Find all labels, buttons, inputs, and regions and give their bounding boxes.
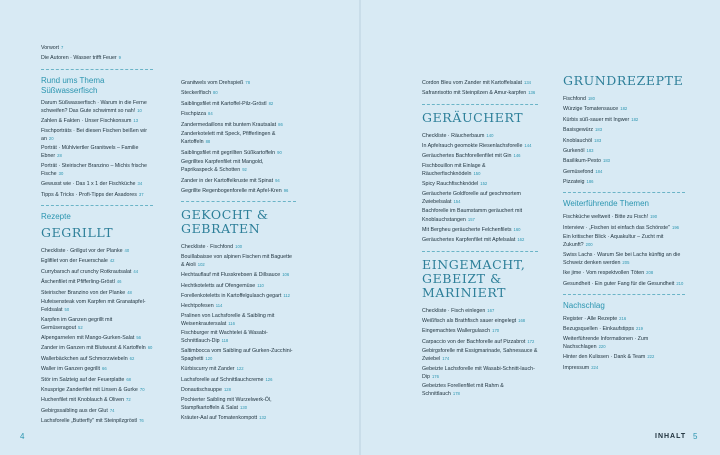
toc-entry-page: 126 [265, 376, 273, 382]
toc-entry [41, 355, 153, 363]
toc-entry-title: Äschenfilet mit Pfifferling-Gröstl [41, 279, 115, 286]
toc-entry-title: Hechtkoteletts auf Ofengemüse [181, 282, 256, 289]
toc-entry-page: 152 [480, 181, 488, 187]
section-title: EINGEMACHT, GEBEIZT & MARINIERT [422, 256, 526, 300]
section-title: GERÄUCHERT [422, 109, 524, 125]
toc-entry-page: 62 [129, 355, 135, 361]
toc-entry-page: 154 [453, 198, 461, 204]
toc-entry-page: 172 [527, 338, 535, 344]
toc-entry [181, 89, 296, 97]
toc-entry [41, 44, 153, 52]
toc-entry-title: Gebirgssaibling aus der Glut [41, 407, 108, 414]
toc-entry [181, 313, 296, 328]
toc-entry-title: In Apfelrauch geomokte Riesenlachsforelle [422, 142, 523, 149]
section-list [41, 247, 153, 425]
toc-entry [422, 191, 538, 206]
toc-entry-title: Fischpizza [181, 111, 207, 118]
toc-column-4 [563, 74, 685, 374]
toc-entry [563, 336, 685, 351]
toc-entry [181, 131, 296, 146]
toc-entry-page: 160 [513, 226, 521, 232]
toc-entry-title: Register · Alle Rezepte [563, 315, 618, 322]
toc-entry-page: 112 [283, 292, 290, 298]
toc-entry-title: Zanderkotelett mit Speck, Pfifferlingen & Kartoffeln [181, 130, 276, 146]
toc-entry-page: 13 [133, 118, 139, 124]
toc-entry [181, 149, 296, 157]
toc-entry [41, 54, 153, 62]
toc-entry-page: 180 [587, 96, 595, 101]
toc-entry-title: Weiterführende Informationen · Zum Nachschlagen [563, 335, 649, 350]
toc-column-1 [41, 44, 153, 428]
toc-entry [181, 348, 296, 363]
toc-entry-page: 37 [138, 191, 144, 197]
toc-entry-title: Fischfond [563, 96, 586, 102]
section-divider [563, 192, 685, 193]
toc-entry-page: 110 [257, 282, 264, 288]
toc-entry-title: Hechtauflauf mit Flusskrebsen & Dillsauce [181, 272, 281, 279]
toc-entry [41, 365, 153, 373]
toc-entry [181, 159, 296, 174]
toc-entry-title: Gebeiztes Forellenfilet mit Rahm & Schnittlauch [422, 383, 504, 398]
toc-entry [181, 330, 296, 345]
section-divider [41, 69, 153, 70]
toc-entry-page: 220 [598, 343, 606, 349]
toc-entry [422, 132, 538, 140]
toc-entry [41, 396, 153, 404]
toc-entry-page: 120 [205, 356, 213, 362]
toc-entry [181, 100, 296, 108]
toc-entry [41, 191, 153, 199]
toc-entry [563, 353, 685, 361]
toc-entry-title: Hufeisensteak vom Karpfen mit Granatapfel-Feldsalat [41, 298, 146, 314]
toc-entry [41, 268, 153, 276]
toc-entry-page: 78 [245, 80, 251, 85]
toc-entry-title: Gebeizte Lachsforelle mit Wasabi-Schnitt-lauch-Dip [422, 365, 535, 380]
toc-entry-page: 178 [452, 391, 460, 397]
toc-entry-title: Alpengarnelen mit Mango-Gurken-Salat [41, 335, 135, 342]
toc-entry-title: Zandermedaillons mit buntem Krautsalat [181, 121, 277, 128]
toc-entry [563, 280, 685, 288]
toc-entry [181, 365, 296, 373]
toc-entry-title: Fischbouillon mit Einlage & Räucherfischknödeln [422, 162, 486, 177]
toc-entry-title: Gurkenöl [563, 147, 585, 154]
toc-entry-title: Forellenkoteletts in Kartoffelgulasch gegart [181, 292, 282, 299]
section-list [563, 315, 685, 372]
toc-entry-page: 144 [524, 142, 532, 148]
toc-entry-page: 219 [635, 326, 643, 332]
toc-entry-page: 168 [518, 317, 526, 323]
toc-entry-title: Bouillabaisse von alpinen Fischen mit Baguette & Aioli [181, 253, 293, 268]
toc-entry-title: Kürbiscurry mit Zander [181, 366, 235, 373]
toc-entry-page: 10 [137, 107, 142, 113]
toc-entry [422, 383, 538, 398]
toc-entry-title: Bachforelle im Baumstamm geräuchert mit Knoblauchstangen [422, 208, 523, 223]
toc-entry-page: 176 [431, 373, 439, 379]
toc-entry [422, 89, 538, 97]
toc-entry-page: 9 [118, 55, 121, 61]
toc-entry [181, 302, 296, 310]
toc-entry-title: Geräuchertes Karpfenfilet mit Apfelsalat [422, 237, 516, 244]
section-list [563, 95, 685, 186]
toc-column-2 [181, 79, 296, 425]
toc-entry-page: 205 [622, 259, 630, 265]
toc-entry-page: 74 [109, 407, 115, 413]
toc-entry-page: 183 [602, 158, 610, 164]
toc-entry-page: 140 [486, 132, 494, 138]
toc-entry-title: Checkliste · Räucherbaum [422, 132, 485, 139]
page-gutter [359, 0, 361, 455]
toc-entry-title: Vorwort [41, 45, 59, 51]
toc-entry-page: 116 [228, 320, 235, 326]
toc-entry-page: 80 [213, 90, 218, 96]
toc-entry-page: 86 [278, 121, 283, 127]
toc-entry-page: 182 [631, 116, 639, 122]
toc-entry [422, 366, 538, 381]
toc-entry [181, 187, 296, 195]
toc-entry [181, 414, 296, 422]
toc-entry [422, 307, 538, 315]
toc-entry [41, 128, 153, 143]
toc-entry-title: Safranrisotto mit Steinpilzen & Amur-karpfen [422, 90, 527, 97]
toc-entry-page: 216 [619, 315, 627, 321]
toc-entry-page: 66 [101, 366, 107, 372]
toc-entry-title: Lachsforelle auf Schnittlauchcreme [181, 376, 264, 383]
section-divider [563, 294, 685, 295]
toc-entry-page: 183 [595, 127, 603, 133]
toc-entry-title: Gebirgsforelle mit Essigmarinade, Sahnesauce & Zwiebel [422, 348, 538, 363]
toc-entry [41, 180, 153, 188]
toc-entry-page: 76 [139, 418, 144, 424]
toc-entry-page: 183 [586, 147, 594, 153]
toc-entry-page: 46 [116, 279, 122, 285]
toc-entry [563, 234, 685, 249]
toc-entry [422, 163, 538, 178]
toc-entry-page: 72 [126, 397, 131, 403]
toc-entry-title: Cordon Bleu vom Zander mit Kartoffelsalat [422, 80, 523, 86]
toc-entry-title: Die Autoren · Wasser trifft Feuer [41, 55, 117, 62]
toc-entry-page: 44 [133, 268, 139, 274]
toc-entry-title: Huchenfilet mit Knoblauch & Oliven [41, 397, 125, 404]
toc-entry-title: Darum Süßwasserfisch · Warum in die Ferne schweifen? Das Gute schwimmt so nah! [41, 99, 147, 114]
toc-entry-page: 146 [513, 153, 521, 159]
toc-entry-title: Eglifilet von der Feuerschale [41, 258, 108, 265]
toc-entry-title: Fischburger mit Wachtelei & Wasabi-Schnittlauch-Dip [181, 330, 268, 345]
toc-entry-page: 88 [205, 139, 211, 145]
toc-entry-title: Swiss Lachs · Warum Sie bei Lachs künftig an die Schweiz denken werden [563, 251, 681, 266]
page-number-right: 5 [693, 432, 698, 441]
toc-entry [41, 247, 153, 255]
toc-entry-title: Saiblingsfilet mit Kartoffel-Pilz-Gröstl [181, 100, 267, 107]
toc-entry [41, 117, 153, 125]
toc-entry-page: 28 [57, 153, 62, 159]
toc-entry-title: Eingemachtes Wallergulasch [422, 328, 491, 335]
toc-entry [422, 236, 538, 244]
toc-entry-page: 40 [124, 247, 130, 253]
toc-entry [181, 376, 296, 384]
toc-entry-page: 210 [676, 280, 684, 286]
toc-entry [41, 344, 153, 352]
toc-entry [41, 376, 153, 384]
toc-entry-page: 90 [277, 149, 282, 155]
toc-entry [563, 269, 685, 277]
toc-entry-page: 162 [517, 237, 525, 243]
toc-entry-page: 118 [221, 338, 229, 344]
toc-entry-page: 196 [671, 224, 679, 230]
section-title: Rund ums Thema Süßwasserfisch [41, 75, 105, 95]
toc-entry-title: Gegrillte Regenbogenforelle mit Apfel-Kren [181, 187, 282, 194]
toc-entry-page: 48 [127, 289, 132, 295]
toc-entry [563, 95, 685, 103]
toc-entry-page: 224 [591, 364, 599, 370]
toc-entry [563, 252, 685, 267]
toc-entry [422, 208, 538, 223]
toc-entry-page: 30 [58, 170, 64, 176]
section-divider [41, 205, 153, 206]
toc-entry-page: 174 [442, 356, 450, 362]
toc-entry [41, 386, 153, 394]
toc-entry-title: Hechtpofesen [181, 303, 214, 310]
toc-entry [422, 327, 538, 335]
toc-entry [563, 137, 685, 145]
section-divider [422, 104, 538, 105]
toc-entry-title: Checkliste · Grillgut vor der Planke [41, 247, 123, 254]
toc-entry [181, 386, 296, 394]
toc-entry-page: 114 [215, 303, 223, 309]
toc-entry-title: Gegrilltes Karpfenfilet mit Mangold, Paprikaspeck & Schotten [181, 158, 264, 174]
toc-entry [41, 278, 153, 286]
toc-entry [41, 417, 153, 425]
toc-entry-title: Interview · „Fischen ist einfach das Schönste" [563, 224, 670, 231]
toc-entry-title: Carpaccio von der Bachforelle auf Pizzabrot [422, 338, 526, 345]
toc-entry-title: Zander im Ganzen mit Blutwurst & Kartoffeln [41, 345, 146, 352]
toc-column-3 [422, 79, 538, 401]
toc-entry-page: 84 [208, 111, 213, 117]
toc-entry-page: 60 [147, 345, 153, 351]
toc-entry-page: 182 [620, 106, 628, 112]
toc-entry [422, 317, 538, 325]
section-title: GEGRILLT [41, 224, 114, 240]
toc-entry-title: Gemüsefond [563, 168, 594, 175]
toc-entry-page: 96 [283, 187, 289, 193]
toc-entry-title: Granitwels vom Drehspieß [181, 80, 244, 86]
toc-entry [181, 79, 296, 87]
section-list [563, 213, 685, 288]
toc-entry [181, 177, 296, 185]
toc-entry-title: Stör im Salzteig auf der Feuerplatte [41, 376, 125, 383]
toc-entry-title: Knoblauchöl [563, 137, 593, 144]
toc-entry-title: Weißfisch als Brathfisch sauer eingelegt [422, 317, 517, 324]
toc-entry-page: 157 [467, 216, 475, 222]
toc-entry [41, 145, 153, 160]
toc-entry-title: Porträt · Steirischer Branzino – Michis frische Fische [41, 162, 147, 177]
toc-entry-title: Ike jime · Vom respektvollen Töten [563, 270, 645, 277]
toc-entry [563, 315, 685, 323]
toc-entry-page: 7 [60, 45, 64, 50]
toc-entry [41, 407, 153, 415]
toc-entry-page: 100 [235, 244, 243, 250]
toc-entry-title: Ein kritischer Blick · Aquakultur – Zucht mit Zukunft? [563, 234, 664, 249]
toc-entry-title: Checkliste · Fischfond [181, 244, 234, 251]
toc-entry [563, 325, 685, 333]
toc-entry-title: Donautischsuppe [181, 387, 222, 394]
section-list [422, 307, 538, 399]
toc-entry-page: 70 [139, 387, 145, 393]
toc-entry-title: Wallerbäckchen auf Schmorzwiebeln [41, 355, 128, 362]
toc-entry-title: Lachsforelle „Butterfly" mit Steinpilzgröstl [41, 418, 138, 425]
toc-entry-title: Saiblingsfilet mit gegrillten Süßkartoffeln [181, 149, 276, 156]
toc-entry [41, 334, 153, 342]
toc-entry [181, 282, 296, 290]
toc-entry [563, 126, 685, 134]
toc-entry-title: Mit Bergheu geräucherte Felchenfilets [422, 226, 512, 233]
toc-entry-title: Fischküche weltweit · Bitte zu Fisch! [563, 214, 649, 221]
toc-entry-page: 92 [242, 167, 247, 173]
toc-entry-page: 134 [524, 80, 532, 85]
toc-entry-page: 102 [197, 261, 205, 267]
toc-entry [563, 105, 685, 113]
toc-entry-page: 34 [137, 181, 143, 187]
toc-entry-page: 183 [594, 137, 602, 143]
toc-entry-page: 68 [126, 376, 131, 382]
toc-entry-page: 106 [282, 272, 290, 278]
section-title: Nachschlag [563, 300, 605, 310]
toc-entry [41, 163, 153, 178]
toc-entry-title: Hinter den Kulissen · Dank & Team [563, 354, 646, 361]
toc-entry-page: 150 [473, 170, 481, 176]
toc-entry-title: Karpfen im Ganzen gegrillt mit Gemüseragout [41, 316, 113, 331]
toc-entry [563, 147, 685, 155]
toc-entry-title: Fischporträts · Bei diesen Fischen beißen wir an [41, 127, 147, 142]
toc-entry-page: 208 [646, 270, 654, 276]
toc-entry-page: 190 [650, 214, 658, 220]
toc-entry [41, 289, 153, 297]
toc-entry [181, 397, 296, 412]
toc-entry [563, 116, 685, 124]
toc-entry [181, 271, 296, 279]
toc-entry-page: 56 [136, 335, 142, 341]
toc-entry-page: 132 [259, 415, 267, 421]
toc-entry-title: Steirischer Branzino von der Planke [41, 289, 126, 296]
toc-entry-page: 170 [492, 328, 500, 334]
toc-entry-title: Currybarsch auf crunchy Rotkrautsalat [41, 268, 132, 275]
toc-entry-title: Pralinen von Lachsforelle & Saibling mit Weisenkrautersalat [181, 312, 275, 327]
toc-entry [41, 299, 153, 314]
toc-entry-title: Porträt · Mühlviertler Granitwels – Familie Ebner [41, 145, 139, 160]
toc-entry [563, 178, 685, 186]
toc-entry-title: Pochierter Saibling mit Wurzelwerk-Öl, Stampfkartoffeln & Salat [181, 396, 272, 411]
intro-list [41, 44, 153, 63]
toc-entry-title: Kräuter-Aal auf Tomatenkompott [181, 415, 258, 422]
section-title: Weiterführende Themen [563, 199, 649, 209]
toc-entry [563, 224, 685, 232]
toc-entry-title: Basilikum-Pesto [563, 158, 601, 165]
toc-entry-title: Pizzateig [563, 179, 585, 186]
toc-entry [422, 152, 538, 160]
toc-entry-page: 94 [275, 177, 280, 183]
toc-entry [41, 317, 153, 332]
toc-entry-page: 82 [268, 100, 274, 106]
toc-entry [422, 142, 538, 150]
toc-entry-title: Waller im Ganzen gegrillt [41, 366, 100, 373]
page-number-left: 4 [20, 432, 25, 441]
section-list [181, 79, 296, 195]
toc-entry-title: Würzige Tomatensauce [563, 106, 619, 113]
toc-entry-title: Gesundheit · Ein guter Fang für die Gesundheit [563, 280, 675, 287]
toc-entry-title: Spicy Rauchfischknödel [422, 181, 479, 188]
toc-entry-title: Knusprige Zanderfilet mit Linsen & Gurke [41, 387, 138, 394]
toc-entry-page: 184 [595, 168, 603, 174]
section-list [422, 79, 538, 98]
toc-entry-page: 128 [223, 387, 231, 393]
toc-entry-title: Zahlen & Fakten · Unser Fischkonsum [41, 118, 132, 125]
toc-entry-title: Saltimbocca vom Saibling auf Gurken-Zucchini-Spaghetti [181, 347, 293, 363]
toc-entry [41, 257, 153, 265]
toc-entry [563, 157, 685, 165]
toc-entry-title: Bezugsquellen · Einkaufstipps [563, 326, 634, 333]
toc-entry [181, 254, 296, 269]
section-divider [181, 201, 296, 202]
toc-entry [181, 110, 296, 118]
section-list [181, 243, 296, 422]
section-list [422, 132, 538, 245]
toc-entry-title: Impressum [563, 364, 590, 371]
toc-entry [422, 180, 538, 188]
toc-entry-title: Checkliste · Fisch einlegen [422, 307, 486, 314]
toc-entry-page: 50 [64, 307, 70, 313]
toc-entry [563, 168, 685, 176]
toc-entry-title: Gewusst wie · Das 1 x 1 der Fischküche [41, 181, 136, 188]
toc-entry-title: Steckerlfisch [181, 90, 212, 97]
toc-entry-title: Geräuchertes Bachforellenfilet mit Gin [422, 153, 512, 160]
toc-entry [181, 292, 296, 300]
toc-entry [422, 226, 538, 234]
toc-entry-page: 122 [236, 366, 244, 372]
toc-entry-page: 136 [528, 90, 536, 96]
toc-entry-page: 222 [647, 354, 655, 360]
toc-entry [181, 243, 296, 251]
toc-entry-title: Zander in der Kartoffelkruste mit Spinat [181, 177, 274, 184]
toc-entry-title: Tipps & Tricks · Profi-Tipps der Asadores [41, 191, 137, 198]
section-title: GRUNDREZEPTE [563, 73, 684, 88]
toc-entry-page: 42 [109, 258, 115, 264]
toc-entry-page: 52 [78, 324, 83, 330]
toc-entry-page: 186 [586, 179, 594, 185]
toc-entry [41, 100, 153, 115]
toc-entry [422, 79, 538, 87]
toc-entry-title: Geräucherte Goldforelle auf geschmortem Zwiebelsalat [422, 190, 521, 205]
section-divider [422, 251, 538, 252]
toc-entry [422, 348, 538, 363]
section-title: GEKOCHT & GEBRATEN [181, 207, 269, 237]
toc-entry-page: 20 [48, 135, 54, 141]
toc-entry-title: Basisgewürz [563, 127, 594, 134]
section-list [41, 100, 153, 199]
toc-entry [181, 121, 296, 129]
toc-entry [422, 338, 538, 346]
section-label: Rezepte [41, 211, 71, 221]
toc-entry-page: 167 [487, 307, 495, 313]
toc-entry-page: 130 [240, 404, 248, 410]
toc-entry [563, 364, 685, 372]
running-head: INHALT [655, 433, 687, 440]
toc-entry-page: 200 [585, 242, 593, 248]
toc-entry [563, 213, 685, 221]
toc-entry-title: Kürbis süß-sauer mit Ingwer [563, 116, 630, 123]
